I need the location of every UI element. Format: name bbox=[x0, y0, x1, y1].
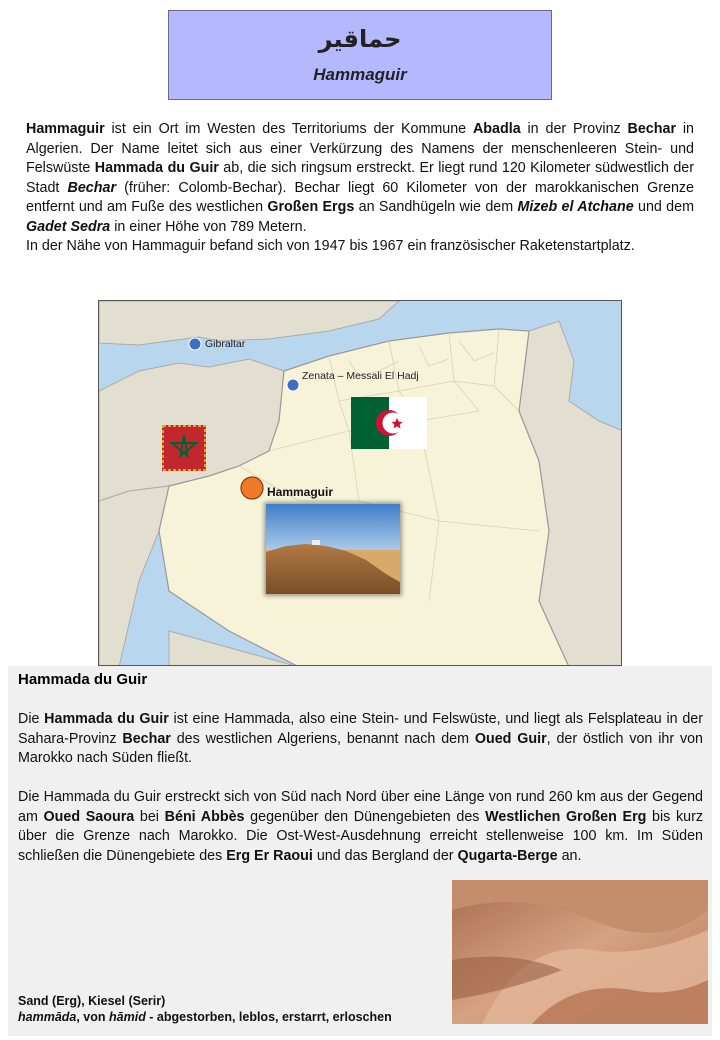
text-run: Bechar bbox=[122, 730, 171, 747]
guir-paragraph-2 bbox=[18, 788, 703, 866]
text-run: gegenüber den Dünengebieten des bbox=[244, 808, 486, 825]
caption-line-2 bbox=[18, 1009, 392, 1025]
dune-photo bbox=[452, 880, 708, 1024]
text-run: (früher: Colomb-Bechar). Bechar liegt 60 Kilometer von der marokkanischen Grenze entfernt und am Fuße des westlichen bbox=[26, 179, 695, 215]
title-latin: Hammaguir bbox=[313, 65, 407, 84]
text-run: ist ein Ort im Westen des Territoriums der Kommune bbox=[104, 121, 473, 137]
caption-line-1: Sand (Erg), Kiesel (Serir) bbox=[18, 994, 166, 1008]
hammaguir-photo bbox=[266, 504, 400, 594]
caption-meaning: - abgestorben, leblos, erstarrt, erloschen bbox=[145, 1010, 392, 1024]
text-run: und dem bbox=[633, 199, 694, 215]
text-run: in einer Höhe von 789 Metern. bbox=[110, 218, 307, 235]
text-run: Erg Er Raoui bbox=[226, 847, 313, 864]
caption-term-2: hāmid bbox=[109, 1010, 146, 1024]
text-run: Mizeb el Atchane bbox=[517, 199, 634, 215]
text-run: in der Provinz bbox=[520, 121, 628, 137]
intro-text bbox=[26, 120, 694, 257]
text-run: , der östlich von ihr von Marokko nach Süden fließt. bbox=[18, 730, 704, 766]
intro-paragraph-2 bbox=[26, 237, 694, 257]
text-run: des westlichen Algeriens, benannt nach dem bbox=[170, 730, 475, 747]
text-run: Hammada du Guir bbox=[94, 160, 219, 176]
guir-heading: Hammada du Guir bbox=[18, 671, 148, 688]
text-run: Westlichen Großen Erg bbox=[485, 808, 647, 825]
algeria-flag-icon bbox=[351, 397, 427, 449]
guir-paragraph-1-text bbox=[18, 710, 703, 769]
gibraltar-marker-icon bbox=[189, 338, 201, 350]
text-run: Qugarta-Berge bbox=[457, 847, 558, 864]
morocco-flag-icon bbox=[162, 425, 206, 471]
text-run: Oued Saoura bbox=[43, 808, 135, 825]
text-run: bis kurz über die Grenze nach Marokko. Die Ost-West-Ausdehnung erreicht stellenweise 100 km. Im Süden schließen die Dünengebiete des bbox=[18, 808, 704, 864]
hammaguir-label: Hammaguir bbox=[267, 485, 334, 499]
text-run: Hammaguir bbox=[26, 121, 105, 137]
location-map bbox=[98, 300, 622, 666]
gibraltar-label: Gibraltar bbox=[205, 338, 246, 350]
text-run: Gadet Sedra bbox=[26, 218, 111, 235]
text-run: in Algerien. Der Name leitet sich aus einer Verkürzung des Namens der menschenleeren Stein- und Felswüste bbox=[26, 121, 694, 176]
caption-term: hammāda bbox=[18, 1010, 77, 1024]
text-run: Großen Ergs bbox=[267, 199, 355, 215]
hammaguir-marker-icon bbox=[241, 477, 263, 499]
text-run: Die bbox=[18, 711, 45, 727]
image-caption bbox=[18, 993, 392, 1025]
text-run: an. bbox=[557, 847, 582, 864]
text-run: und das Bergland der bbox=[312, 847, 458, 864]
zenata-marker-icon bbox=[287, 379, 299, 391]
map-graphic bbox=[99, 301, 622, 666]
guir-paragraph-1 bbox=[18, 710, 703, 769]
guir-paragraph-2-text bbox=[18, 788, 703, 866]
text-run: an Sandhügeln wie dem bbox=[354, 199, 518, 215]
text-run: ist eine Hammada, also eine Stein- und Felswüste, und liegt als Felsplateau in der Sahara-Provinz bbox=[18, 711, 703, 747]
title-arabic: حماقير bbox=[318, 25, 402, 53]
text-run: ab, die sich ringsum erstreckt. Er liegt rund 120 Kilometer südwestlich der Stadt bbox=[26, 160, 694, 196]
text-run: In der Nähe von Hammaguir befand sich von 1947 bis 1967 ein französischer Raketenstartplatz. bbox=[26, 238, 635, 254]
intro-paragraph-1 bbox=[26, 120, 694, 237]
text-run: Oued Guir bbox=[474, 730, 547, 747]
caption-mid: , von bbox=[76, 1010, 110, 1024]
text-run: Abadla bbox=[472, 121, 521, 137]
text-run: Béni Abbès bbox=[164, 808, 245, 825]
title-box bbox=[168, 10, 552, 100]
zenata-label: Zenata – Messali El Hadj bbox=[302, 370, 419, 382]
text-run: Die Hammada du Guir erstreckt sich von Süd nach Nord über eine Länge von rund 260 km aus der Gegend am bbox=[18, 789, 703, 825]
text-run: Hammada du Guir bbox=[44, 711, 169, 727]
text-run: Bechar bbox=[627, 121, 677, 137]
text-run: Bechar bbox=[67, 179, 117, 196]
text-run: bei bbox=[134, 808, 165, 825]
